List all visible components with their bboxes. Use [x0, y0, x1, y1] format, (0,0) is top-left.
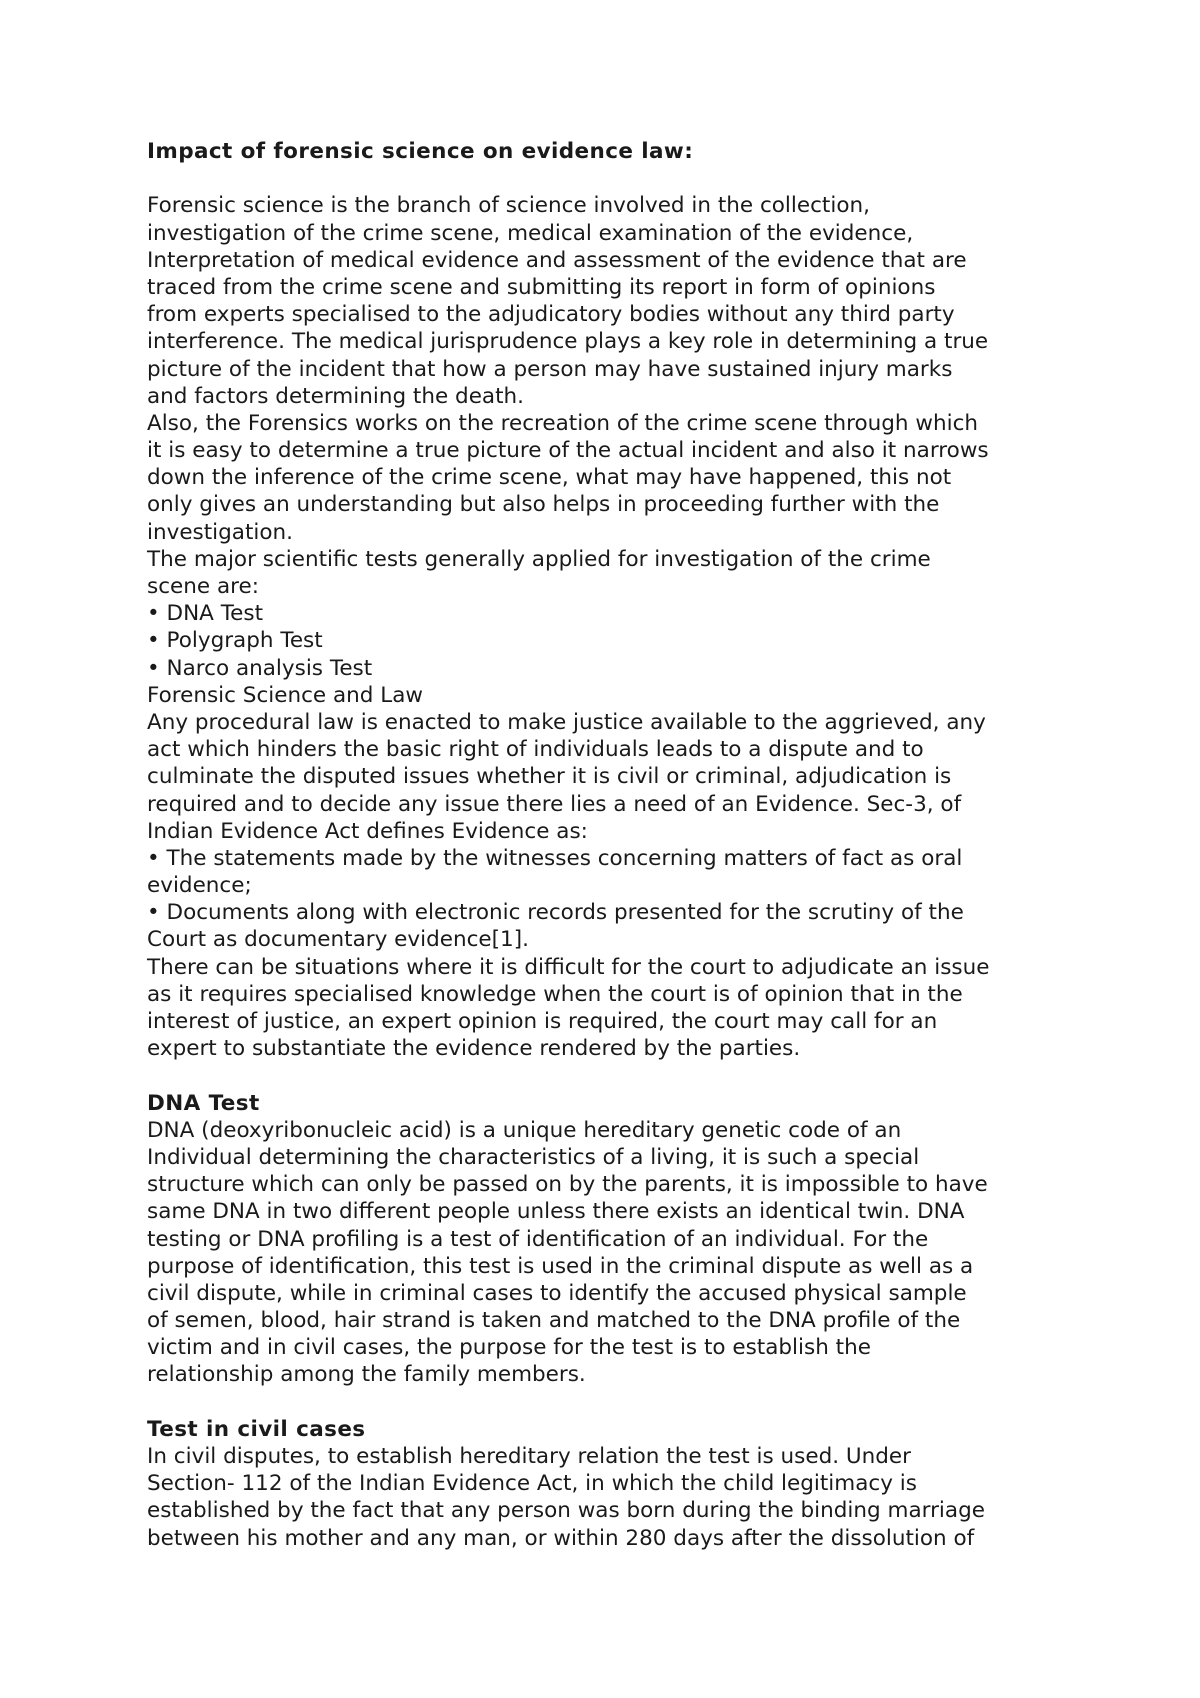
text-line: act which hinders the basic right of individuals leads to a dispute and to	[147, 737, 924, 763]
text-line: There can be situations where it is difficult for the court to adjudicate an issue	[147, 954, 990, 980]
bullet-line: • Documents along with electronic records presented for the scrutiny of the	[147, 900, 964, 926]
text-line: Forensic Science and Law	[147, 682, 424, 708]
text-line: it is easy to determine a true picture of the actual incident and also it narrows	[147, 438, 989, 464]
text-line: culminate the disputed issues whether it is civil or criminal, adjudication is	[147, 764, 952, 790]
text-line: DNA (deoxyribonucleic acid) is a unique hereditary genetic code of an	[147, 1117, 902, 1143]
civil-cases-heading	[147, 1416, 1087, 1443]
text-line: investigation of the crime scene, medical examination of the evidence,	[147, 220, 914, 246]
text-line: expert to substantiate the evidence rendered by the parties.	[147, 1036, 801, 1062]
heading-text: DNA Test	[147, 1090, 260, 1116]
text-line: established by the fact that any person was born during the binding marriage	[147, 1498, 985, 1524]
heading-text: Impact of forensic science on evidence law:	[147, 139, 694, 164]
text-line: civil dispute, while in criminal cases to identify the accused physical sample	[147, 1280, 967, 1306]
text-line: between his mother and any man, or within 280 days after the dissolution of	[147, 1525, 975, 1551]
text-line: as it requires specialised knowledge when the court is of opinion that in the	[147, 981, 963, 1007]
text-line: evidence;	[147, 873, 252, 899]
blank-line	[147, 1389, 1087, 1416]
forensics-paragraph	[147, 410, 1087, 546]
intro-paragraph	[147, 192, 1087, 410]
text-line: interest of justice, an expert opinion is required, the court may call for an	[147, 1009, 938, 1034]
text-line: required and to decide any issue there lies a need of an Evidence. Sec-3, of	[147, 791, 962, 817]
expert-opinion-paragraph	[147, 954, 1087, 1063]
text-line: Individual determining the characteristics of a living, it is such a special	[147, 1144, 920, 1170]
text-line: same DNA in two different people unless there exists an identical twin. DNA	[147, 1199, 965, 1225]
text-line: testing or DNA profiling is a test of identification of an individual. For the	[147, 1226, 929, 1252]
bullet-line: • The statements made by the witnesses concerning matters of fact as oral	[147, 845, 963, 871]
text-line: Court as documentary evidence[1].	[147, 927, 529, 953]
text-line: and factors determining the death.	[147, 383, 524, 409]
text-line: The major scientific tests generally applied for investigation of the crime	[147, 546, 931, 572]
text-line: relationship among the family members.	[147, 1362, 586, 1388]
civil-cases-paragraph	[147, 1443, 1087, 1552]
bullet-line: • DNA Test	[147, 601, 264, 627]
text-line: Interpretation of medical evidence and assessment of the evidence that are	[147, 247, 967, 273]
bullet-line: • Polygraph Test	[147, 628, 323, 654]
text-line: only gives an understanding but also helps in proceeding further with the	[147, 492, 940, 518]
document-page	[147, 138, 1087, 1552]
text-line: Section- 112 of the Indian Evidence Act, in which the child legitimacy is	[147, 1471, 917, 1497]
blank-line	[147, 165, 1087, 192]
text-line: structure which can only be passed on by the parents, it is impossible to have	[147, 1172, 988, 1198]
title-heading	[147, 138, 1087, 165]
bullet-line: • Narco analysis Test	[147, 655, 373, 681]
text-line: Indian Evidence Act defines Evidence as:	[147, 818, 588, 844]
text-line: traced from the crime scene and submitting its report in form of opinions	[147, 274, 936, 300]
procedural-law-paragraph	[147, 709, 1087, 954]
text-line: In civil disputes, to establish hereditary relation the test is used. Under	[147, 1444, 911, 1469]
tests-intro-paragraph	[147, 546, 1087, 709]
text-line: from experts specialised to the adjudicatory bodies without any third party	[147, 302, 955, 328]
text-line: purpose of identification, this test is used in the criminal dispute as well as a	[147, 1253, 974, 1279]
text-line: interference. The medical jurisprudence plays a key role in determining a true	[147, 329, 989, 355]
blank-line	[147, 1062, 1087, 1089]
text-line: scene are:	[147, 574, 259, 599]
text-line: picture of the incident that how a person may have sustained injury marks	[147, 356, 953, 382]
text-line: Also, the Forensics works on the recreation of the crime scene through which	[147, 410, 979, 436]
text-line: down the inference of the crime scene, what may have happened, this not	[147, 465, 952, 491]
text-line: investigation.	[147, 519, 293, 545]
heading-text: Test in civil cases	[147, 1416, 366, 1442]
text-line: Any procedural law is enacted to make justice available to the aggrieved, any	[147, 709, 986, 735]
text-line: Forensic science is the branch of science involved in the collection,	[147, 193, 870, 219]
text-line: of semen, blood, hair strand is taken and matched to the DNA profile of the	[147, 1308, 961, 1334]
text-line: victim and in civil cases, the purpose for the test is to establish the	[147, 1335, 871, 1361]
dna-test-heading	[147, 1090, 1087, 1117]
dna-test-paragraph	[147, 1117, 1087, 1389]
